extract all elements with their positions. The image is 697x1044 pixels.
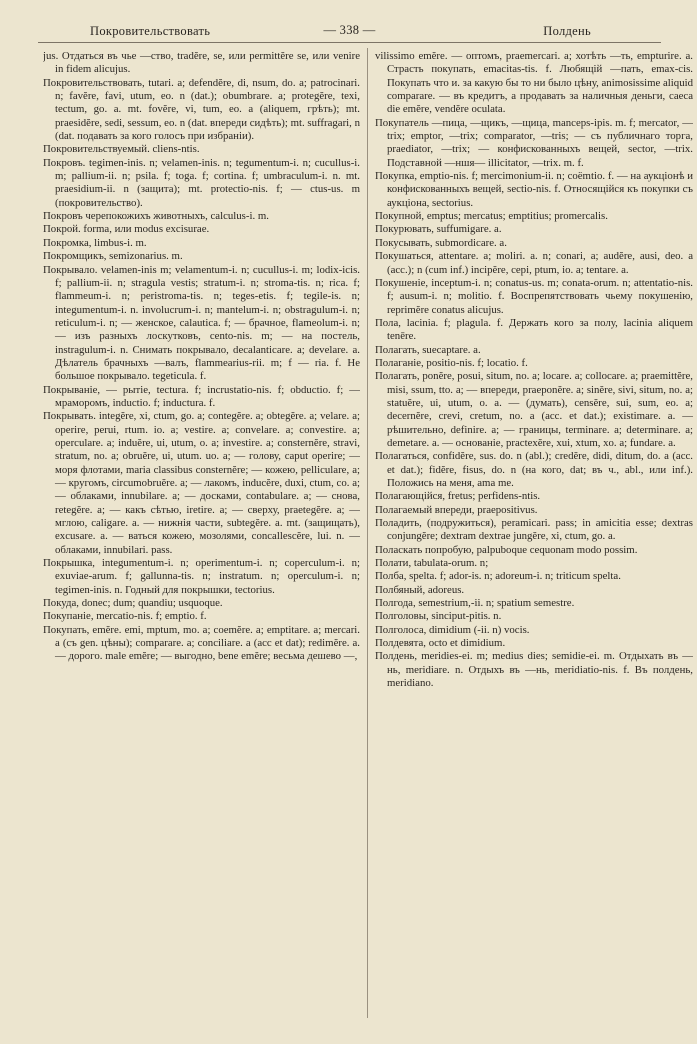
entry: Полагаться, confidĕre, sus. do. n (abl.); credĕre, didi, ditum, do. a (acc. et dat.); fidĕre, fisus, do. n (на кого, dat; въ ч., abl., или inf.). Положись на меня, ama me.: [375, 450, 693, 489]
entry: Полагающійся, fretus; perfidens-ntis.: [375, 490, 541, 503]
entry: Покромка, limbus-i. m.: [43, 236, 147, 249]
column-divider: [367, 48, 368, 1018]
entry: Покромщикъ, semizonarius. m.: [43, 250, 183, 263]
entry: Поладить, (подружиться), peramicari. pass; in amicitia esse; dextras conjungĕre; dextram dextrae jungĕre, xi, ctum, go. a.: [375, 517, 693, 543]
entry: Полагать, suecaptare. a.: [375, 343, 481, 356]
entry: Покупатель —пица, —щикъ, —щица, manceps-ipis. m. f; mercator, —trix; emptor, —trix; comparator, —tris; — съ публичнаго торга, praediator, —trix; — конфискованныхъ вещей, sector, —trix. Подставной —ншя— illicitator, —trix. m. f.: [375, 116, 693, 169]
entry: Покровъ. tegimen-inis. n; velamen-inis. n; tegumentum-i. n; cucullus-i. m; pallium-ii. n; psila. f; toga. f; cortina. f; umbraculum-i. n. mt. praesidium-ii. n (защита); mt. protectio-nis. f; — ctus-us. m (покровительство).: [43, 156, 360, 209]
entry: Полголовы, sinciput-pitis. n.: [375, 610, 502, 623]
entry: Покушаться, attentare. a; moliri. a. n; conari, a; audĕre, ausi, deo. a (acc.); n (cum inf.) incipĕre, cepi, ptum, io. a; tentare. a.: [375, 250, 693, 276]
entry: Полагать, ponĕre, posui, situm, no. a; locare. a; collocare. a; praemittĕre, misi, ssum, tto. a; — впереди, praeponĕre. a; sinĕre, sivi, situm, no. a; statuĕre, ui, utum, o. a. — (думать), censĕre, sui, sum, eo. a; decernĕre, crevi, cretum, no. a (acc. et dat.); existimare. a. — рѣшительно, definire. a; — границы, terminare. a; determinare. a; demetare. a. — основаніе, practexĕre, xui, xtum, xo. a; fundare. a.: [375, 370, 693, 449]
entry: Покурювать, suffumigare. a.: [375, 223, 502, 236]
header-right-word: Полдень: [543, 24, 591, 38]
entry: Покровительствовать, tutari. a; defendĕre, di, nsum, do. a; patrocinari. n; favĕre, favi, utum, eo. n (dat.); obumbrare. a; protegĕre, texi, tectum, go. a. mt. fovĕre, vi, tum, eo. a (aliquem, грѣть); mt. praesidĕre, sedi, sessum, eo. n (dat. впереди сидѣть); mt. suffragari, n (dat. подавать за кого голосъ при избраніи).: [43, 76, 360, 143]
entry: Покрышка, integumentum-i. n; operimentum-i. n; coperculum-i. n; exuviae-arum. f; gallunna-tis. n; instratum. n; operculum-i. n; tegimen-inis. n. Годный для покрышки, tectorius.: [43, 557, 360, 596]
entry: Полголоса, dimidium (-ii. n) vocis.: [375, 623, 530, 636]
entry: Покрывало. velamen-inis m; velamentum-i. n; cucullus-i. m; lodix-icis. f; pallium-ii. n; stragula vestis; stratum-i. n; stroma-tis. n; rica. f; flammeum-i. n; peristroma-tis. n; teges-etis. f; tegile-is. n; integumentum-i. n. involucrum-i. n; mantelum-i. n; obstragulum-i. n; reticulum-i. n; — женское, calautica. f; — брачное, flameolum-i. n; — изъ разныхъ лоскутковъ, cento-nis. m; — на постель, instragulum-i. n. Снимать покрывало, decalanticare. a; develare. a. Дѣлатель брачныхъ —валъ, flammearius-rii. m; f — ria. f. Не большое покрывало. tegeticula. f.: [43, 263, 360, 383]
entry: Покушеніе, inceptum-i. n; conatus-us. m; conata-orum. n; attentatio-nis. f; ausum-i. n; molitio. f. Воспрепятствовать чьему покушенію, reprimĕre conatus alicujus.: [375, 276, 693, 316]
right-column: [375, 50, 693, 1030]
entry: Поласкать попробую, palpuboque cequonam modo possim.: [375, 543, 638, 556]
entry: Полагаемый впереди, praepositivus.: [375, 503, 538, 516]
entry: Полба, spelta. f; ador-is. n; adoreum-i. n; triticum spelta.: [375, 570, 621, 583]
entry: Покуда, donec; dum; quandiu; usquoque.: [43, 597, 223, 610]
header-left-word: Покровительствовать: [90, 24, 211, 38]
page-number: — 338 —: [323, 23, 376, 37]
entry: Полдень, meridies-ei. m; medius dies; semidie-ei. m. Отдыхать въ —нь, meridiare. n. Отдыхъ въ —нь, meridiatio-nis. f. Въ полдень, meridiano.: [375, 650, 693, 690]
entry: Пола, lacinia. f; plagula. f. Держать кого за полу, lacinia aliquem tenēre.: [375, 316, 693, 343]
entry: Покрывать. integĕre, xi, ctum, go. a; contegĕre. a; obtegĕre. a; velare. a; operire, perui, rtum. io. a; vestire. a; convelare. a; convestire. a; operculare. a; induĕre, ui, utum, o. a; investire. a; consternĕre, stravi, stratum, no. a; obruĕre, ui, utum. uo. a; — голову, caput operire; — моря флотами, maria classibus consternĕre; — кожею, pelliculare, a; — кругомъ, circumobruĕre. a; — лакомъ, inducĕre, duxi, ctum, co. a; — облаками, innubilare. a; — досками, contabulare. a; — снова, retegĕre. a; — какъ сѣтью, iretire. a; — сверху, praetegĕre. a; — мглою, caligare. a. — нижнія части, subtegĕre. a. mt. (защищать), excusare. a. — ваться кожею, мозолями, concallescĕre, lui. n. — облаками, innubilari. pass.: [43, 410, 360, 556]
entry: Полбяный, adoreus.: [375, 583, 465, 596]
entry: Покровъ черепокожихъ животныхъ, calculus-i. m.: [43, 210, 269, 223]
entry: Покупка, emptio-nis. f; mercimonium-ii. n; coëmtio. f. — на аукціонѣ и конфискованныхъ вещей, sectio-nis. f. Относящійся къ покупки съ аукціона, sectorius.: [375, 170, 693, 209]
entry: Покрой. forma, или modus excisurae.: [43, 223, 210, 236]
entry: Полати, tabulata-orum. n;: [375, 557, 489, 570]
entry: Покупаніе, mercatio-nis. f; emptio. f.: [43, 610, 207, 623]
entry: Полгода, semestrium,-ii. n; spatium semestre.: [375, 597, 575, 610]
entry: vilissimo emĕre. — оптомъ, praemercari. a; хотѣть —ть, empturire. a. Страсть покупать, emacitas-tis. f. Любящій —пать, emax-cis. Покупать что и. за какую бы то ни было цѣну, animosissime aliquid comparare. — въ кредитъ, а продавать за наличныя деньги, caeca die emĕre, vendĕre oculata.: [375, 50, 693, 116]
entry: Полдевята, octo et dimidium.: [375, 637, 506, 650]
entry: Покусывать, submordicare. a.: [375, 236, 507, 249]
entry: jus. Отдаться въ чье —ство, tradĕre, se, или permittĕre se, или venire in fidem alicujus.: [43, 50, 360, 76]
entry: Покупать, emĕre. emi, mptum, mo. a; coemĕre. a; emptitare. a; mercari. a (съ gen. цѣны); comparare. a; conciliare. a (acc et dat); redimĕre. a. — дорого. male emĕre; — выгодно, bene emĕre; весьма дешево —,: [43, 623, 360, 663]
left-column: [43, 50, 360, 1030]
entry: Покупной, emptus; mercatus; emptitius; promercalis.: [375, 210, 608, 223]
entry: Полаганіе, positio-nis. f; locatio. f.: [375, 356, 528, 369]
entry: Покровительствуемый. cliens-ntis.: [43, 143, 200, 156]
entry: Покрываніе, — рытіе, tectura. f; incrustatio-nis. f; obductio. f; — мраморомъ, inductio. f; inductura. f.: [43, 383, 360, 409]
running-header: [38, 22, 661, 43]
